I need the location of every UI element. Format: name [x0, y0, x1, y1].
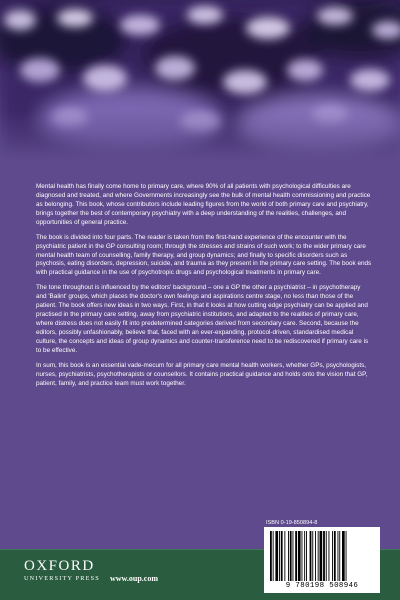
blurb-paragraph-3: The tone throughout is influenced by the editors' background – one a GP the other a psychiatrist – in psychotherapy and 'Balint' groups, which places the doctor's own feelings and aspirations centre stage, no less than those of the patient. The book offers new ideas in two ways. First, in that it looks at how cutting edge psychiatry can be applied and practised in the primary care setting, away from psychiatric institutions, and adapted to the realities of primary care, where distress does not easily fit into predetermined categories derived from secondary care. Second, because the editors, possibly unfashionably, believe that, faced with an ever-expanding, protocol-driven, standardised medical culture, the concepts and ideas of group dynamics and counter-transference need to be rediscovered if primary care is to be effective.	[36, 284, 369, 354]
barcode-bar	[312, 531, 313, 581]
barcode-bar	[293, 531, 294, 581]
barcode-bar	[302, 531, 303, 581]
isbn-label: ISBN 0-19-850894-8	[266, 520, 318, 526]
barcode-bar	[284, 531, 285, 581]
barcode-bar	[338, 531, 339, 581]
barcode-bar	[279, 531, 280, 581]
barcode-bar	[270, 531, 272, 581]
barcode-bar	[290, 531, 292, 581]
blurb-text	[36, 183, 372, 395]
barcode-bar	[342, 531, 345, 581]
barcode-bar	[304, 531, 305, 581]
barcode-bars	[270, 531, 374, 581]
barcode-bar	[329, 531, 330, 581]
blurb-paragraph-4: In sum, this book is an essential vade-mecum for all primary care mental health workers, whether GPs, psychologists, nurses, psychiatrists, psychotherapists or counsellors. It contains practical guidance and holds onto the vision that GP, patient, family, and practice team must work together.	[36, 361, 368, 387]
barcode-bar	[332, 531, 333, 581]
barcode-bar	[315, 531, 316, 581]
barcode-bar	[273, 531, 274, 581]
barcode-bar	[320, 531, 323, 581]
publisher-logo-subtext: UNIVERSITY PRESS	[24, 575, 100, 582]
barcode-bar	[306, 531, 307, 581]
barcode-bar	[310, 531, 312, 581]
publisher-logo: OXFORD	[24, 558, 95, 574]
photo-fade	[0, 110, 400, 160]
barcode-bar	[334, 531, 336, 581]
barcode-bar	[339, 531, 340, 581]
barcode-bar	[346, 531, 347, 581]
cover-photo	[0, 0, 400, 160]
barcode-bar	[288, 531, 289, 581]
blurb-paragraph-2: The book is divided into four parts. The reader is taken from the first-hand experience of the encounter with the psychiatric patient in the GP consulting room; through the stresses and strains of such work; to the wider primary care mental health team of counselling, family therapy, and group dynamics; and finally to specific disorders such as psychosis, eating disorders, depression, suicide, and trauma as they present in the primary care setting. The book ends with practical guidance in the use of psychotropic drugs and psychological treatments in primary care.	[36, 233, 372, 277]
barcode-bar	[318, 531, 319, 581]
barcode-bar	[275, 531, 278, 581]
barcode-bar	[298, 531, 301, 581]
barcode-bar	[295, 531, 297, 581]
publisher-url[interactable]: www.oup.com	[110, 574, 159, 583]
barcode-number: 9 780198 508946	[285, 582, 359, 590]
blurb-paragraph-1: Mental health has finally come home to primary care, where 90% of all patients with psychological difficulties are diagnosed and treated, and where Governments increasingly see the bulk of mental health commissioning and practice as belonging. This book, whose contributors include leading figures from the world of both primary care and psychiatry, brings together the best of contemporary psychiatry with a deep understanding of the realities, challenges, and opportunities of general practice.	[36, 183, 371, 226]
barcode-bar	[323, 531, 325, 581]
barcode-bar	[281, 531, 283, 581]
barcode-bar	[326, 531, 327, 581]
